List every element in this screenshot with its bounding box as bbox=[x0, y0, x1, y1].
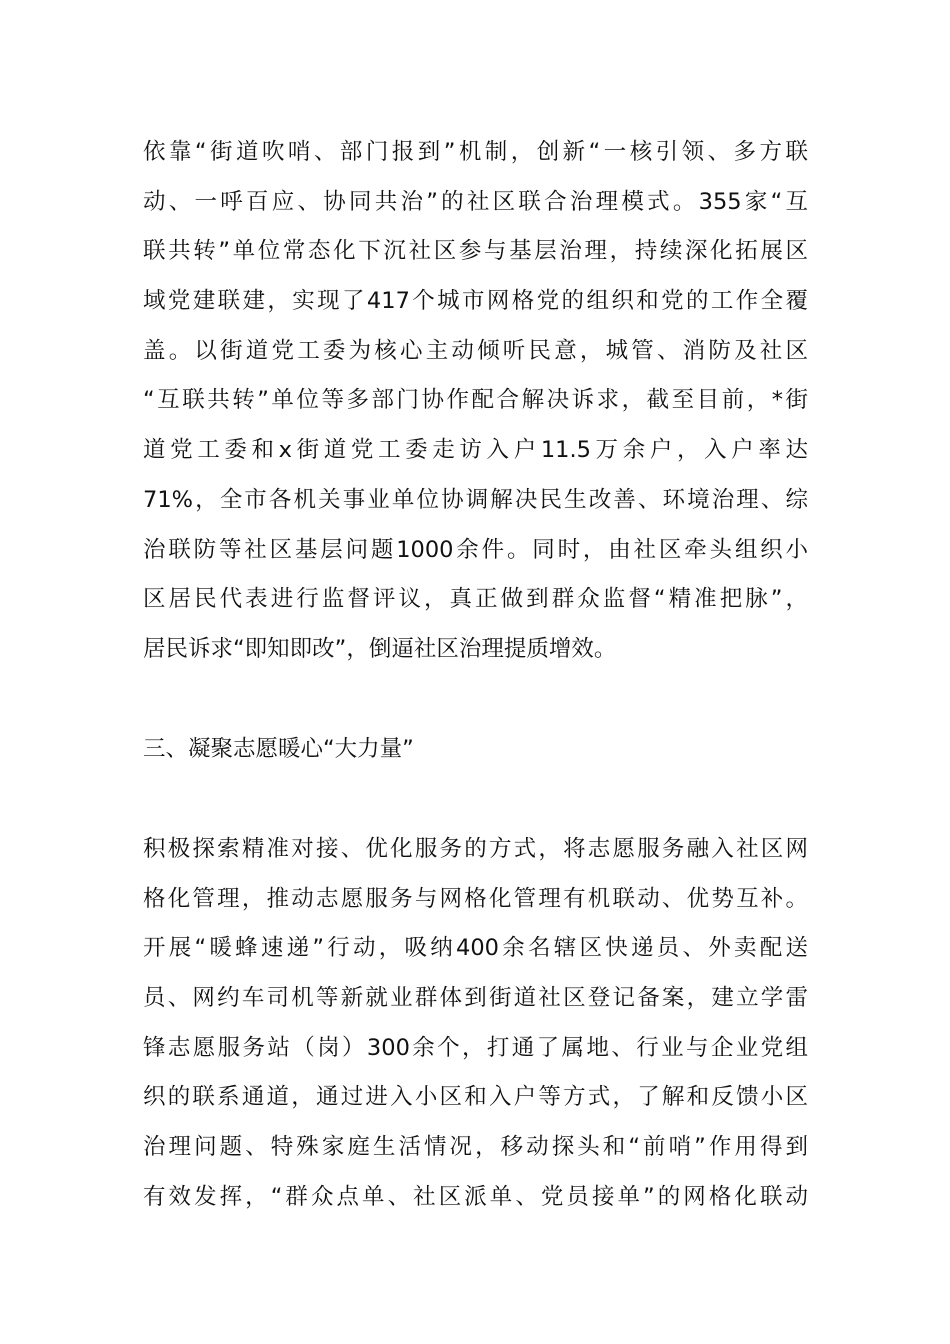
paragraph-line: 格化管理，推动志愿服务与网格化管理有机联动、优势互补。 bbox=[143, 885, 808, 912]
body-paragraph-2 bbox=[143, 825, 808, 1223]
paragraph-line: 积极探索精准对接、优化服务的方式，将志愿服务融入社区网 bbox=[143, 836, 808, 862]
section-heading-text: 三、凝聚志愿暖心“大力量” bbox=[143, 736, 414, 762]
paragraph-line: 域党建联建，实现了417个城市网格党的组织和党的工作全覆 bbox=[143, 288, 808, 315]
paragraph-line: 治联防等社区基层问题1000余件。同时，由社区牵头组织小 bbox=[143, 536, 808, 563]
paragraph-line: “互联共转”单位等多部门协作配合解决诉求，截至目前，*街 bbox=[143, 387, 808, 414]
paragraph-line: 有效发挥，“群众点单、社区派单、党员接单”的网格化联动 bbox=[143, 1183, 808, 1210]
paragraph-line: 道党工委和x街道党工委走访入户11.5万余户，入户率达 bbox=[143, 437, 808, 464]
paragraph-line: 治理问题、特殊家庭生活情况，移动探头和“前哨”作用得到 bbox=[143, 1134, 808, 1161]
paragraph-line: 动、一呼百应、协同共治”的社区联合治理模式。355家“互 bbox=[143, 188, 808, 215]
paragraph-line: 开展“暖蜂速递”行动，吸纳400余名辖区快递员、外卖配送 bbox=[143, 935, 808, 962]
paragraph-line: 盖。以街道党工委为核心主动倾听民意，城管、消防及社区 bbox=[143, 337, 808, 364]
paragraph-line: 居民诉求“即知即改”，倒逼社区治理提质增效。 bbox=[143, 635, 617, 662]
paragraph-line: 员、网约车司机等新就业群体到街道社区登记备案，建立学雷 bbox=[143, 985, 808, 1012]
paragraph-line: 联共转”单位常态化下沉社区参与基层治理，持续深化拓展区 bbox=[143, 238, 808, 265]
body-paragraph-1 bbox=[143, 128, 808, 675]
paragraph-line: 区居民代表进行监督评议，真正做到群众监督“精准把脉”， bbox=[143, 586, 808, 613]
paragraph-line: 71%，全市各机关事业单位协调解决民生改善、环境治理、综 bbox=[143, 486, 808, 513]
paragraph-line: 织的联系通道，通过进入小区和入户等方式，了解和反馈小区 bbox=[143, 1084, 808, 1111]
paragraph-line: 锋志愿服务站（岗）300余个，打通了属地、行业与企业党组 bbox=[143, 1034, 808, 1061]
paragraph-line: 依靠“街道吹哨、部门报到”机制，创新“一核引领、多方联 bbox=[143, 139, 808, 165]
section-heading bbox=[143, 725, 808, 775]
